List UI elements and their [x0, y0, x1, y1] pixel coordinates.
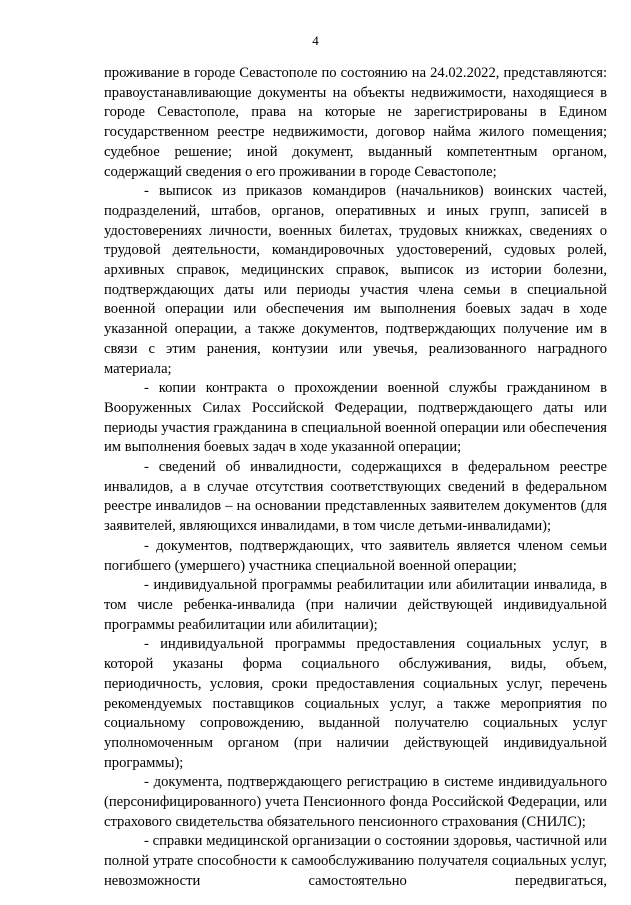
paragraph-medical-certificate: - справки медицинской организации о состоянии здоровья, частичной или полной утрате способности к самообслуживанию получателя социальных услуг, невозможности самостоятельно передвигаться, — [104, 833, 607, 889]
paragraph-disability-info: - сведений об инвалидности, содержащихся в федеральном реестре инвалидов, а в случае отсутствия соответствующих сведений в федеральном реестре инвалидов – на основании представленных заявителем документов (для заявителей, являющихся инвалидами, в том числе детьми-инвалидами); — [104, 459, 607, 535]
paragraph-social-services-program: - индивидуальной программы предоставления социальных услуг, в которой указаны форма социального обслуживания, виды, объем, периодичность, условия, сроки предоставления социальных услуг, перечень рекомендуемых поставщиков социальных услуг, а также мероприятия по социальному сопровождению, выданной получателю социальных услуг уполномоченным органом (при наличии действующей индивидуальной программы); — [104, 636, 607, 771]
paragraph-contract-copy: - копии контракта о прохождении военной службы гражданином в Вооруженных Силах Российской Федерации, подтверждающего даты или периоды участия гражданина в специальной военной операции или обеспечения им выполнения боевых задач в ходе указанной операции; — [104, 380, 607, 456]
paragraph-snils: - документа, подтверждающего регистрацию в системе индивидуального (персонифицированного) учета Пенсионного фонда Российской Федерации, или страхового свидетельства обязательного пенсионного страхования (СНИЛС); — [104, 774, 607, 830]
paragraph-rehabilitation-program: - индивидуальной программы реабилитации или абилитации инвалида, в том числе ребенка-инвалида (при наличии действующей индивидуальной программы реабилитации или абилитации); — [104, 577, 607, 633]
paragraph-residence-documents: проживание в городе Севастополе по состоянию на 24.02.2022, представляются: правоустанавливающие документы на объекты недвижимости, находящиеся в городе Севастополе, права на которые не зарегистрированы в Едином государственном реестре недвижимости, договор найма жилого помещения; судебное решение; иной документ, выданный компетентным органом, содержащий сведения о его проживании в городе Севастополе; — [104, 65, 607, 180]
paragraph-order-extracts: - выписок из приказов командиров (начальников) воинских частей, подразделений, штабов, органов, оперативных и иных групп, записей в удостоверениях личности, военных билетах, трудовых книжках, сведениях о трудовой деятельности, командировочных удостоверений, судовых ролей, архивных справок, медицинских справок, выписок из истории болезни, подтверждающих даты или периоды участия члена семьи в специальной военной операции или обеспечения им выполнения боевых задач в ходе указанной операции, а также документов, подтверждающих получение им в связи с этим ранения, контузии или увечья, реализованного наградного материала; — [104, 183, 607, 377]
document-body — [104, 64, 607, 892]
page-number: 4 — [312, 33, 319, 48]
paragraph-family-member-docs: - документов, подтверждающих, что заявитель является членом семьи погибшего (умершего) участника специальной военной операции; — [104, 537, 607, 574]
